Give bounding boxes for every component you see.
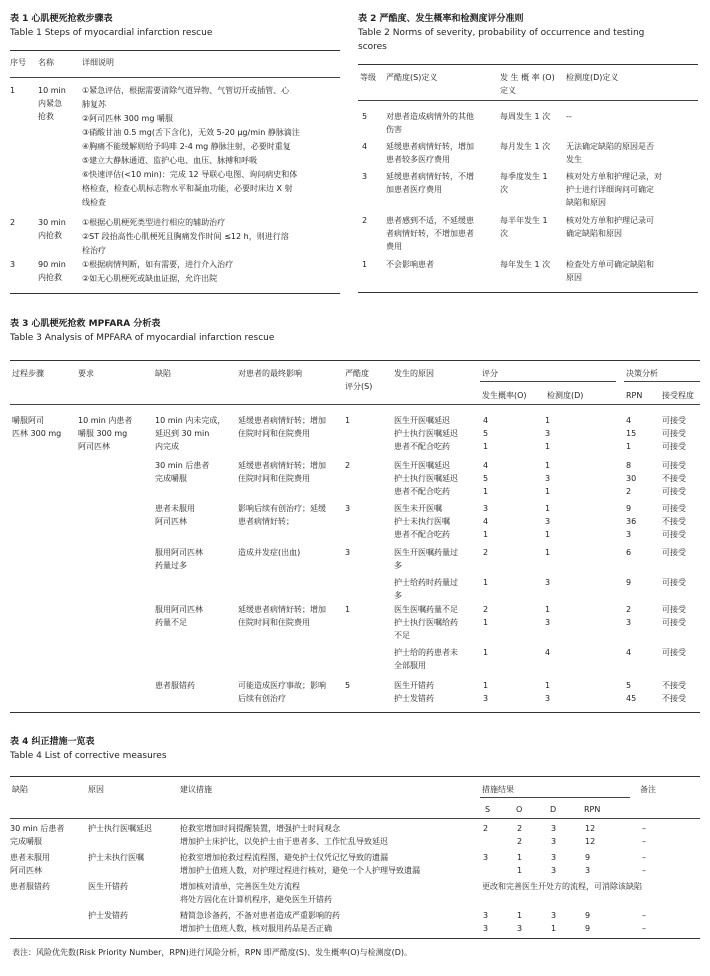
- table-2-occurrence-def: 次: [500, 185, 508, 194]
- table-4-cause: 护士未执行医嘱: [88, 853, 144, 862]
- table-4-rpn: 9: [585, 911, 591, 920]
- table-1-row-detail-line: ②如无心肌梗死或缺血证据，允许出院: [82, 274, 218, 283]
- table-2-detection-def: 无法确定缺陷的原因是否: [566, 142, 654, 151]
- table-2-header-rule: [358, 100, 698, 101]
- table-4-note: –: [642, 924, 646, 933]
- table-4-header-rule: [10, 818, 700, 819]
- table-3-acceptance: 可接受: [662, 548, 686, 557]
- table-2-severity-def: 患者感到不适，不延缓患: [386, 216, 474, 225]
- table-4-note: –: [642, 866, 646, 875]
- table-3-occurrence: 5: [483, 474, 489, 483]
- table-4-cause: 护士执行医嘱延迟: [88, 824, 152, 833]
- table-3-occurrence: 1: [483, 648, 489, 657]
- table-3-req-3: 阿司匹林: [78, 442, 110, 451]
- table-4-header-rpn: RPN: [584, 805, 601, 814]
- table-3-severity: 2: [345, 461, 351, 470]
- table-3-acceptance: 可接受: [662, 618, 686, 627]
- table-1-row-name: 90 min: [38, 260, 66, 269]
- table-2-severity-def: 者病情好转，不增加患者: [386, 229, 474, 238]
- table-3-severity: 1: [345, 605, 351, 614]
- table-3-acceptance: 可接受: [662, 578, 686, 587]
- table-4-measure: 增加护士值班人数，核对服用药品是否正确: [180, 924, 332, 933]
- table-2-grade: 4: [362, 142, 368, 151]
- table-2-title-cn: 表 2 严酷度、发生概率和检测度评分准则: [358, 14, 524, 24]
- table-1-title-cn: 表 1 心肌梗死抢救步骤表: [10, 14, 113, 24]
- table-3-rpn: 2: [626, 487, 632, 496]
- table-3-occurrence: 2: [483, 605, 489, 614]
- table-1-row-detail-line: ⑤建立大静脉通道、监护心电、血压、脉搏和呼吸: [82, 156, 258, 165]
- table-4-note: –: [642, 853, 646, 862]
- table-2-detection-def: 护士进行详细询问可确定: [566, 185, 654, 194]
- table-4-s: 3: [483, 911, 489, 920]
- table-1-header-name: 名称: [38, 58, 54, 67]
- table-3-defect: 药量过多: [155, 561, 187, 570]
- table-2-severity-def: 费用: [386, 242, 402, 251]
- table-3-cause: 医生开医嘱药量过: [394, 548, 458, 557]
- table-3-occurrence: 3: [483, 504, 489, 513]
- table-2-bottom-rule: [358, 292, 698, 293]
- table-3-detection: 3: [545, 517, 551, 526]
- table-3-acceptance: 不接受: [662, 517, 686, 526]
- table-2-occurrence-def: 每月发生 1 次: [500, 142, 551, 151]
- table-3-step-2: 匹林 300 mg: [12, 429, 62, 438]
- table-3-cause: 护士执行医嘱延迟: [394, 429, 458, 438]
- table-3-occurrence: 1: [483, 442, 489, 451]
- table-2-occurrence-def: 每季度发生 1: [500, 172, 548, 181]
- table-3-occurrence: 5: [483, 429, 489, 438]
- table-3-rpn: 3: [626, 618, 632, 627]
- table-4-measure: 抢救室增加抢救过程流程图，避免护士仅凭记忆导致的遗漏: [180, 853, 388, 862]
- table-3-req-1: 10 min 内患者: [78, 416, 133, 425]
- table-3-subheader-rule-score: [480, 381, 616, 382]
- table-1-row-name: 10 min: [38, 86, 66, 95]
- table-3-cause: 护士发错药: [394, 694, 434, 703]
- table-3-occurrence: 3: [483, 694, 489, 703]
- table-4-o: 1: [517, 911, 523, 920]
- table-4-header-cause: 原因: [88, 785, 104, 794]
- table-2-grade: 3: [362, 172, 368, 181]
- table-2-header-s: 严酷度(S)定义: [386, 73, 438, 82]
- table-4-header-defect: 缺陷: [12, 785, 28, 794]
- table-3-detection: 3: [545, 474, 551, 483]
- table-4-measure: 增加核对清单，完善医生处方流程: [180, 882, 300, 891]
- table-4-d: 3: [551, 853, 557, 862]
- table-3-occurrence: 2: [483, 548, 489, 557]
- table-3-rpn: 36: [626, 517, 637, 526]
- table-3-detection: 1: [545, 504, 551, 513]
- table-4-s: 3: [483, 924, 489, 933]
- table-3-impact: 延缓患者病情好转；增加: [238, 416, 326, 425]
- table-4-defect: 阿司匹林: [10, 866, 42, 875]
- table-2-occurrence-def: 每年发生 1 次: [500, 260, 551, 269]
- table-1-row-detail-line: ②阿司匹林 300 mg 嚼服: [82, 114, 173, 123]
- table-3-detection: 3: [545, 694, 551, 703]
- table-3-cause: 医生医嘱药量不足: [394, 605, 458, 614]
- table-2-detection-def: 原因: [566, 273, 582, 282]
- table-3-detection: 1: [545, 416, 551, 425]
- table-4-footnote: 表注：风险优先数(Risk Priority Number，RPN)进行风险分析，RPN 即严酷度(S)、发生概率(O)与检测度(D)。: [12, 948, 413, 957]
- table-2-detection-def: 检查处方单可确定缺陷和: [566, 260, 654, 269]
- table-4-d: 3: [551, 866, 557, 875]
- table-3-rpn: 1: [626, 442, 632, 451]
- table-3-header-score: 评分: [482, 369, 498, 378]
- table-3-detection: 1: [545, 461, 551, 470]
- table-3-header-step: 过程步骤: [12, 369, 44, 378]
- table-1: [10, 12, 340, 40]
- table-3-rpn: 5: [626, 681, 632, 690]
- table-4-note: –: [642, 911, 646, 920]
- table-3-impact: 后续有创治疗: [238, 694, 286, 703]
- table-3-occurrence: 1: [483, 530, 489, 539]
- table-3-cause: 多: [394, 561, 402, 570]
- table-3-header-sev-1: 严酷度: [345, 369, 369, 378]
- table-3-acceptance: 不接受: [662, 694, 686, 703]
- table-1-top-rule: [10, 50, 340, 51]
- table-1-row-no: 1: [10, 86, 16, 95]
- table-3-acceptance: 可接受: [662, 648, 686, 657]
- table-3-acceptance: 不接受: [662, 474, 686, 483]
- table-1-row-detail-line: 栓治疗: [82, 246, 106, 255]
- table-3-rpn: 4: [626, 648, 632, 657]
- table-2-grade: 2: [362, 216, 368, 225]
- table-3-defect: 完成嚼服: [155, 474, 187, 483]
- table-4-o: 2: [517, 837, 523, 846]
- table-3-cause: 患者不配合吃药: [394, 530, 450, 539]
- table-3-header-req: 要求: [78, 369, 94, 378]
- table-2-detection-def: 核对处方单和护理记录，对: [566, 172, 662, 181]
- table-4-defect: 完成嚼服: [10, 837, 42, 846]
- table-3-header-impact: 对患者的最终影响: [238, 369, 302, 378]
- table-3-detection: 1: [545, 530, 551, 539]
- table-2-header-o-1: 发 生 概 率 (O): [500, 73, 555, 82]
- table-1-row-no: 3: [10, 260, 16, 269]
- table-3-rpn: 8: [626, 461, 632, 470]
- table-3-rpn: 30: [626, 474, 637, 483]
- table-3-cause: 护士未执行医嘱: [394, 517, 450, 526]
- table-3-rpn: 6: [626, 548, 632, 557]
- table-3-step-1: 嚼服阿司: [12, 416, 44, 425]
- table-4-measure: 将处方固化在计算机程序，避免医生开错药: [180, 895, 332, 904]
- table-4-o: 2: [517, 824, 523, 833]
- table-3-acceptance: 可接受: [662, 504, 686, 513]
- table-1-row-detail-line: 肺复苏: [82, 100, 106, 109]
- table-4-rpn: 12: [585, 824, 596, 833]
- table-3-occurrence: 1: [483, 618, 489, 627]
- table-3-cause: 医生未开医嘱: [394, 504, 442, 513]
- table-3-severity: 1: [345, 416, 351, 425]
- table-2-detection-def: 发生: [566, 155, 582, 164]
- table-3: [10, 317, 700, 345]
- table-1-row-detail-line: 格检查，检查心肌标志物水平和凝血功能，必要时床边 X 射: [82, 184, 293, 193]
- table-1-row-detail-line: ④胸痛不能缓解则给予吗啡 2-4 mg 静脉注射，必要时重复: [82, 142, 291, 151]
- table-3-detection: 3: [545, 578, 551, 587]
- table-3-req-2: 嚼服 300 mg: [78, 429, 128, 438]
- table-2-detection-def: 缺陷和原因: [566, 198, 606, 207]
- table-1-row-name: 30 min: [38, 218, 66, 227]
- table-3-cause: 护士给药时药量过: [394, 578, 458, 587]
- table-3-acceptance: 可接受: [662, 429, 686, 438]
- table-4-d: 3: [551, 837, 557, 846]
- table-3-rpn: 9: [626, 578, 632, 587]
- table-4-defect: 患者服错药: [10, 882, 50, 891]
- table-3-rpn: 9: [626, 504, 632, 513]
- table-3-acceptance: 不接受: [662, 681, 686, 690]
- table-4-defect: 30 min 后患者: [10, 824, 65, 833]
- table-2-detection-def: 核对处方单和护理记录可: [566, 216, 654, 225]
- table-3-impact: 延缓患者病情好转；增加: [238, 605, 326, 614]
- table-4-header-result: 措施结果: [482, 785, 514, 794]
- table-4-rpn: 12: [585, 837, 596, 846]
- table-3-severity: 3: [345, 548, 351, 557]
- table-3-header-rule: [10, 404, 700, 405]
- table-3-defect: 延迟到 30 min: [155, 429, 210, 438]
- table-2: [358, 12, 698, 54]
- table-1-header-detail: 详细说明: [82, 58, 114, 67]
- table-4-s: 3: [483, 853, 489, 862]
- table-3-defect: 服用阿司匹林: [155, 548, 203, 557]
- table-3-detection: 4: [545, 648, 551, 657]
- table-4-title-cn: 表 4 纠正措施一览表: [10, 737, 95, 747]
- table-3-impact: 住院时间和住院费用: [238, 618, 310, 627]
- table-2-severity-def: 加患者医疗费用: [386, 185, 442, 194]
- table-1-header-no: 序号: [10, 58, 26, 67]
- table-1-bottom-rule: [10, 293, 340, 294]
- table-4-rpn: 9: [585, 853, 591, 862]
- table-2-header-o-2: 定义: [500, 86, 516, 95]
- table-1-row-detail-line: ①紧急评估，根据需要清除气道异物、气管切开或插管、心: [82, 86, 290, 95]
- table-3-detection: 1: [545, 487, 551, 496]
- table-3-impact: 延缓患者病情好转；增加: [238, 461, 326, 470]
- table-1-row-name: 内紧急: [38, 99, 62, 108]
- table-3-acceptance: 可接受: [662, 530, 686, 539]
- table-4-d: 3: [551, 911, 557, 920]
- table-4-defect: 患者未服用: [10, 853, 50, 862]
- table-3-bottom-rule: [10, 712, 700, 713]
- table-2-title-en: Table 2 Norms of severity, probability of occurrence and testing: [358, 28, 645, 38]
- table-3-severity: 5: [345, 681, 351, 690]
- table-3-defect: 患者服错药: [155, 681, 195, 690]
- table-3-detection: 3: [545, 429, 551, 438]
- table-3-header-decision: 决策分析: [626, 369, 658, 378]
- table-3-impact: 住院时间和住院费用: [238, 429, 310, 438]
- table-2-top-rule: [358, 64, 698, 65]
- table-2-severity-def: 对患者造成病情外的其他: [386, 112, 474, 121]
- table-2-severity-def: 患者较多医疗费用: [386, 155, 450, 164]
- table-3-cause: 患者不配合吃药: [394, 487, 450, 496]
- table-3-defect: 内完成: [155, 442, 179, 451]
- table-2-severity-def: 延缓患者病情好转，增加: [386, 142, 474, 151]
- table-3-defect: 药量不足: [155, 618, 187, 627]
- table-3-rpn: 2: [626, 605, 632, 614]
- table-1-row-detail-line: ③硝酸甘油 0.5 mg(舌下含化)，无效 5-20 μg/min 静脉滴注: [82, 128, 300, 137]
- table-4-header-measure: 建议措施: [180, 785, 212, 794]
- table-3-cause: 护士执行医嘱延迟: [394, 474, 458, 483]
- table-3-header-occ: 发生概率(O): [482, 391, 527, 400]
- table-3-occurrence: 1: [483, 681, 489, 690]
- table-3-occurrence: 1: [483, 487, 489, 496]
- table-1-title-en: Table 1 Steps of myocardial infarction rescue: [10, 28, 213, 38]
- table-3-detection: 1: [545, 442, 551, 451]
- table-4-title-en: Table 4 List of corrective measures: [10, 751, 167, 761]
- table-3-top-rule: [10, 360, 700, 361]
- table-3-occurrence: 4: [483, 461, 489, 470]
- table-3-detection: 1: [545, 681, 551, 690]
- table-3-acceptance: 可接受: [662, 487, 686, 496]
- table-3-header-cause: 发生的原因: [394, 369, 434, 378]
- table-3-header-det: 检测度(D): [547, 391, 584, 400]
- table-2-grade: 1: [362, 260, 368, 269]
- table-4-measure: 增加护士床护比，以免护士由于患者多、工作忙乱导致延迟: [180, 837, 388, 846]
- table-2-severity-def: 不会影响患者: [386, 260, 434, 269]
- table-3-rpn: 45: [626, 694, 637, 703]
- table-2-detection-def: 确定缺陷和原因: [566, 229, 622, 238]
- table-3-cause: 医生开错药: [394, 681, 434, 690]
- table-1-row-detail-line: 线检查: [82, 198, 106, 207]
- table-3-cause: 护士执行医嘱给药: [394, 618, 458, 627]
- table-4: [10, 735, 700, 763]
- table-4-cause: 护士发错药: [88, 911, 128, 920]
- table-4-bottom-rule: [10, 938, 700, 939]
- table-1-row-no: 2: [10, 218, 16, 227]
- table-4-header-note: 备注: [640, 785, 656, 794]
- table-3-header-sev-2: 评分(S): [345, 382, 373, 391]
- table-3-detection: 1: [545, 605, 551, 614]
- table-2-severity-def: 延缓患者病情好转，不增: [386, 172, 474, 181]
- table-3-rpn: 15: [626, 429, 637, 438]
- table-3-detection: 1: [545, 548, 551, 557]
- table-4-measure: 增加护士值班人数，对护理过程进行核对，避免一个人护理导致遗漏: [180, 866, 420, 875]
- table-2-occurrence-def: 每半年发生 1: [500, 216, 548, 225]
- table-3-occurrence: 4: [483, 416, 489, 425]
- table-3-header-accept: 接受程度: [662, 391, 694, 400]
- table-4-o: 3: [517, 924, 523, 933]
- table-4-o: 1: [517, 853, 523, 862]
- table-1-row-name: 内抢救: [38, 273, 62, 282]
- table-3-title-cn: 表 3 心肌梗死抢救 MPFARA 分析表: [10, 319, 161, 329]
- table-1-header-rule: [10, 77, 340, 78]
- table-3-acceptance: 可接受: [662, 461, 686, 470]
- table-3-subheader-rule-decision: [624, 381, 700, 382]
- table-1-row-detail-line: ⑥快速评估(<10 min)：完成 12 导联心电图、询问病史和体: [82, 170, 298, 179]
- table-3-cause: 多: [394, 591, 402, 600]
- table-2-header-grade: 等级: [360, 73, 376, 82]
- table-3-defect: 服用阿司匹林: [155, 605, 203, 614]
- table-4-rpn: 9: [585, 924, 591, 933]
- table-2-occurrence-def: 每周发生 1 次: [500, 112, 551, 121]
- table-3-acceptance: 可接受: [662, 416, 686, 425]
- table-4-header-d: D: [550, 805, 557, 814]
- table-4-note: –: [642, 837, 646, 846]
- table-3-defect: 30 min 后患者: [155, 461, 210, 470]
- table-3-rpn: 3: [626, 530, 632, 539]
- table-3-defect: 患者未服用: [155, 504, 195, 513]
- table-4-note: –: [642, 824, 646, 833]
- table-3-cause: 不足: [394, 631, 410, 640]
- table-3-cause: 医生开医嘱延迟: [394, 461, 450, 470]
- table-4-result-note: 更改和完善医生开处方的流程，可消除该缺陷: [482, 882, 642, 891]
- table-4-top-rule: [10, 776, 700, 777]
- table-3-occurrence: 1: [483, 578, 489, 587]
- table-2-severity-def: 伤害: [386, 125, 402, 134]
- table-3-severity: 3: [345, 504, 351, 513]
- table-1-row-detail-line: ①根据病情判断，如有需要，进行介入治疗: [82, 260, 234, 269]
- table-3-defect: 10 min 内未完成，: [155, 416, 226, 425]
- table-4-cause: 医生开错药: [88, 882, 128, 891]
- table-2-detection-def: --: [566, 112, 572, 121]
- table-3-impact: 住院时间和住院费用: [238, 474, 310, 483]
- table-4-header-o: O: [516, 805, 523, 814]
- table-4-d: 3: [551, 824, 557, 833]
- table-3-header-defect: 缺陷: [155, 369, 171, 378]
- table-3-detection: 3: [545, 618, 551, 627]
- table-3-defect: 阿司匹林: [155, 517, 187, 526]
- table-2-grade: 5: [362, 112, 368, 121]
- table-1-row-name: 抢救: [38, 112, 54, 121]
- table-4-o: 1: [517, 866, 523, 875]
- table-3-impact: 影响后续有创治疗；延缓: [238, 504, 326, 513]
- table-3-cause: 医生开医嘱延迟: [394, 416, 450, 425]
- table-3-occurrence: 4: [483, 517, 489, 526]
- table-3-impact: 患者病情好转；: [238, 517, 294, 526]
- table-2-header-d: 检测度(D)定义: [566, 73, 619, 82]
- table-3-cause: 护士给的药患者未: [394, 648, 458, 657]
- table-1-row-detail-line: ①根据心肌梗死类型进行相应的辅助治疗: [82, 218, 226, 227]
- table-1-row-detail-line: ②ST 段抬高性心肌梗死且胸痛发作时间 ≤12 h，则进行溶: [82, 232, 289, 241]
- table-2-occurrence-def: 次: [500, 229, 508, 238]
- table-3-acceptance: 可接受: [662, 442, 686, 451]
- table-3-cause: 全部服用: [394, 661, 426, 670]
- table-4-s: 2: [483, 824, 489, 833]
- table-3-impact: 造成并发症(出血): [238, 548, 301, 557]
- table-3-header-rpn: RPN: [626, 391, 643, 400]
- table-2-title-en-2: scores: [358, 42, 387, 52]
- table-3-title-en: Table 3 Analysis of MPFARA of myocardial infarction rescue: [10, 333, 275, 343]
- table-4-measure: 精简急诊备药，不备对患者造成严重影响的药: [180, 911, 340, 920]
- table-1-row-name: 内抢救: [38, 231, 62, 240]
- table-4-subheader-rule: [480, 797, 630, 798]
- table-4-rpn: 3: [585, 866, 591, 875]
- table-4-header-s: S: [485, 805, 491, 814]
- table-3-rpn: 4: [626, 416, 632, 425]
- table-3-cause: 患者不配合吃药: [394, 442, 450, 451]
- table-3-acceptance: 可接受: [662, 605, 686, 614]
- table-4-measure: 抢救室增加时间提醒装置，增强护士时间观念: [180, 824, 340, 833]
- table-3-impact: 可能造成医疗事故；影响: [238, 681, 326, 690]
- table-4-d: 1: [551, 924, 557, 933]
